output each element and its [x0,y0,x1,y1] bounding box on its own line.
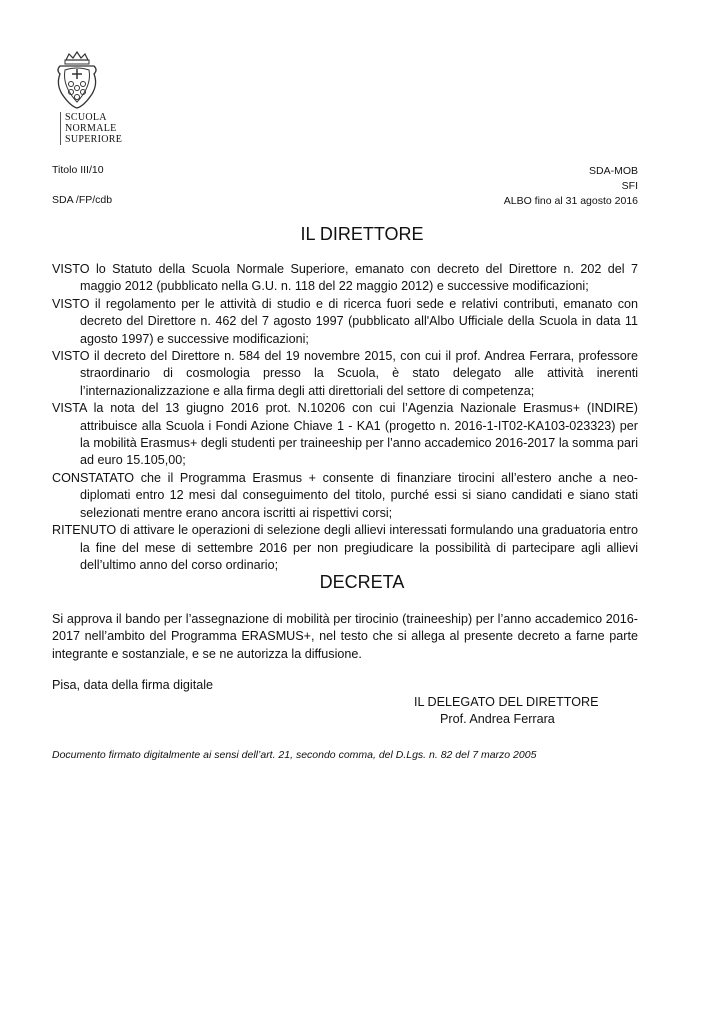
office-reference: SDA /FP/cdb [52,194,113,206]
premise-text: di attivare le operazioni di selezione degli allievi interessati formulando una graduatoria entro la fine del mese di settembre 2016 per non pregiudicare la possibilità di partecipare agli allievi dell’ultimo anno del corso ordinario; [80,523,638,572]
premise-paragraph [52,400,638,470]
premise-keyword: CONSTATATO [52,470,135,485]
premise-keyword: RITENUTO [52,523,117,538]
school-name-logo-text [60,112,122,145]
premise-keyword: VISTO [52,349,90,364]
premise-paragraph [52,296,638,348]
office-code: SDA-MOB [588,165,638,177]
premise-paragraph [52,348,638,400]
signatory-role: IL DELEGATO DEL DIRETTORE [414,695,599,709]
logo-line: NORMALE [65,123,117,134]
logo-line: SUPERIORE [65,134,123,145]
digital-signature-note: Documento firmato digitalmente ai sensi dell’art. 21, secondo comma, del D.Lgs. n. 82 del 7 marzo 2005 [52,749,537,761]
decree-text: Si approva il bando per l’assegnazione di mobilità per tirocinio (traineeship) per l’anno accademico 2016-2017 nell’ambito del Programma ERASMUS+, nel testo che si allega al presente decreto a farne parte integrante e sostanziale, e se ne autorizza la diffusione. [52,612,638,661]
premise-text: che il Programma Erasmus + consente di finanziare tirocini all’estero anche a neo-diplomati entro 12 mesi dal conseguimento del titolo, purché essi si siano candidati e siano stati selezionati mentre erano ancora iscritti ai rispettivi corsi; [80,470,638,520]
document-title: IL DIRETTORE [300,224,424,244]
premise-text: il regolamento per le attività di studio e di ricerca fuori sede e relativi contributi, emanato con decreto del Direttore n. 462 del 7 agosto 1997 (pubblicato all'Albo Ufficiale della Scuola in data 11 agosto 1997) e successive modificazioni; [80,296,638,346]
place-date: Pisa, data della firma digitale [52,678,214,692]
premise-text: il decreto del Direttore n. 584 del 19 novembre 2015, con cui il prof. Andrea Ferrara, professore straordinario di cosmologia presso la Scuola, è stato delegato alle attività inerenti l’internazionalizzazione e alla firma degli atti direttoriali del settore di competenza; [80,349,638,398]
premise-text: la nota del 13 giugno 2016 prot. N.10206 con cui l’Agenzia Nazionale Erasmus+ (INDIRE) attribuisce alla Scuola i Fondi Azione Chiave 1 - KA1 (progetto n. 2016-1-IT02-KA103-023323) per la mobilità Erasmus+ degli studenti per traineeship per l’anno accademico 2016-2017 la somma pari ad euro 15.105,00; [80,401,638,468]
albo-deadline: ALBO fino al 31 agosto 2016 [503,195,638,207]
premise-paragraph [52,261,638,296]
decree-title: DECRETA [319,572,405,592]
protocol-title: Titolo III/10 [52,164,104,176]
premise-paragraph [52,470,638,522]
premise-paragraph [52,522,638,574]
signatory-name: Prof. Andrea Ferrara [440,712,555,727]
office-subcode: SFI [621,180,638,192]
premise-keyword: VISTO [52,296,90,311]
premises-list [52,261,638,574]
crest-icon [52,50,102,110]
premise-keyword: VISTA [52,401,87,416]
logo-line: SCUOLA [65,112,107,123]
premise-text: lo Statuto della Scuola Normale Superiore, emanato con decreto del Direttore n. 202 del 7 maggio 2012 (pubblicato nella G.U. n. 118 del 22 maggio 2012) e successive modificazioni; [80,262,638,294]
premise-keyword: VISTO [52,262,90,276]
header-right [504,164,638,209]
signature-block [414,694,614,729]
